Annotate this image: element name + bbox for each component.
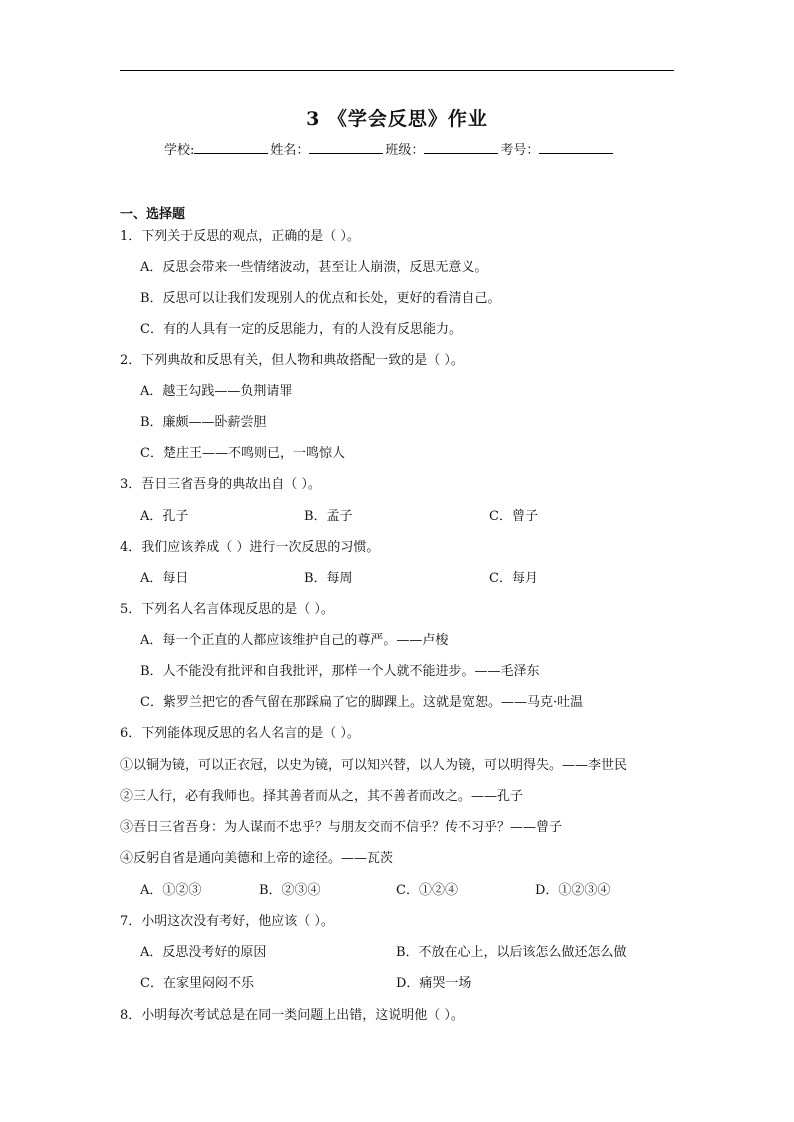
option-text: B．②③④ [259,883,321,898]
school-blank[interactable] [194,141,268,154]
option-text: C．紫罗兰把它的香气留在那踩扁了它的脚踝上。这就是宽恕。——马克·吐温 [140,695,584,710]
question-stem: 2．下列典故和反思有关，但人物和典故搭配一致的是（ ）。 [120,353,464,368]
question-stem: 6．下列能体现反思的名人名言的是（ ）。 [120,726,360,741]
option-text: B．孟子 [304,509,353,524]
class-label: 班级： [385,143,425,158]
statement-text: ③吾日三省吾身：为人谋而不忠乎？与朋友交而不信乎？传不习乎？——曾子 [120,820,563,835]
option-text: A．反思没考好的原因 [140,945,267,960]
question-stem: 8．小明每次考试总是在同一类问题上出错，这说明他（ ）。 [120,1008,464,1023]
number-blank[interactable] [539,141,613,154]
option-text: A．反思会带来一些情绪波动，甚至让人崩溃，反思无意义。 [140,260,488,275]
question-stem: 5．下列名人名言体现反思的是（ ）。 [120,602,334,617]
option-text: C．楚庄王——不鸣则已，一鸣惊人 [140,446,345,461]
name-blank[interactable] [309,141,383,154]
question-stem: 3．吾日三省吾身的典故出自（ ）。 [120,477,321,492]
document-title: 3 《学会反思》作业 [306,108,488,130]
statement-text: ①以铜为镜，可以正衣冠，以史为镜，可以知兴替，以人为镜，可以明得失。——李世民 [120,758,628,773]
option-text: A．①②③ [140,883,202,898]
name-label: 姓名： [270,143,310,158]
option-text: A．每日 [140,571,189,586]
option-text: A．孔子 [140,509,189,524]
student-info-line [164,139,615,158]
option-text: B．每周 [304,571,353,586]
question-stem: 4．我们应该养成（ ）进行一次反思的习惯。 [120,540,380,555]
option-text: C．曾子 [489,509,538,524]
option-text: C．有的人具有一定的反思能力，有的人没有反思能力。 [140,322,462,337]
option-text: C．在家里闷闷不乐 [140,976,254,991]
option-text: B．反思可以让我们发现别人的优点和长处，更好的看清自己。 [140,291,501,306]
option-text: D．①②③④ [535,883,611,898]
option-text: C．每月 [489,571,538,586]
option-text: A．每一个正直的人都应该维护自己的尊严。——卢梭 [140,633,449,648]
option-text: D．痛哭一场 [396,976,472,991]
option-text: B．不放在心上，以后该怎么做还怎么做 [396,945,627,960]
header-rule [120,70,674,71]
class-blank[interactable] [424,141,498,154]
option-text: C．①②④ [396,883,458,898]
school-label: 学校: [164,143,195,158]
question-stem: 1．下列关于反思的观点，正确的是（ ）。 [120,229,360,244]
option-text: B．廉颇——卧薪尝胆 [140,415,267,430]
option-text: A．越王勾践——负荆请罪 [140,384,293,399]
question-stem: 7．小明这次没有考好，他应该（ ）。 [120,914,334,929]
option-text: B．人不能没有批评和自我批评，那样一个人就不能进步。——毛泽东 [140,664,540,679]
section-title: 一、选择题 [120,207,186,222]
statement-text: ④反躬自省是通向美德和上帝的途径。——瓦茨 [120,851,394,866]
number-label: 考号： [500,143,540,158]
statement-text: ②三人行，必有我师也。择其善者而从之，其不善者而改之。——孔子 [120,789,524,804]
